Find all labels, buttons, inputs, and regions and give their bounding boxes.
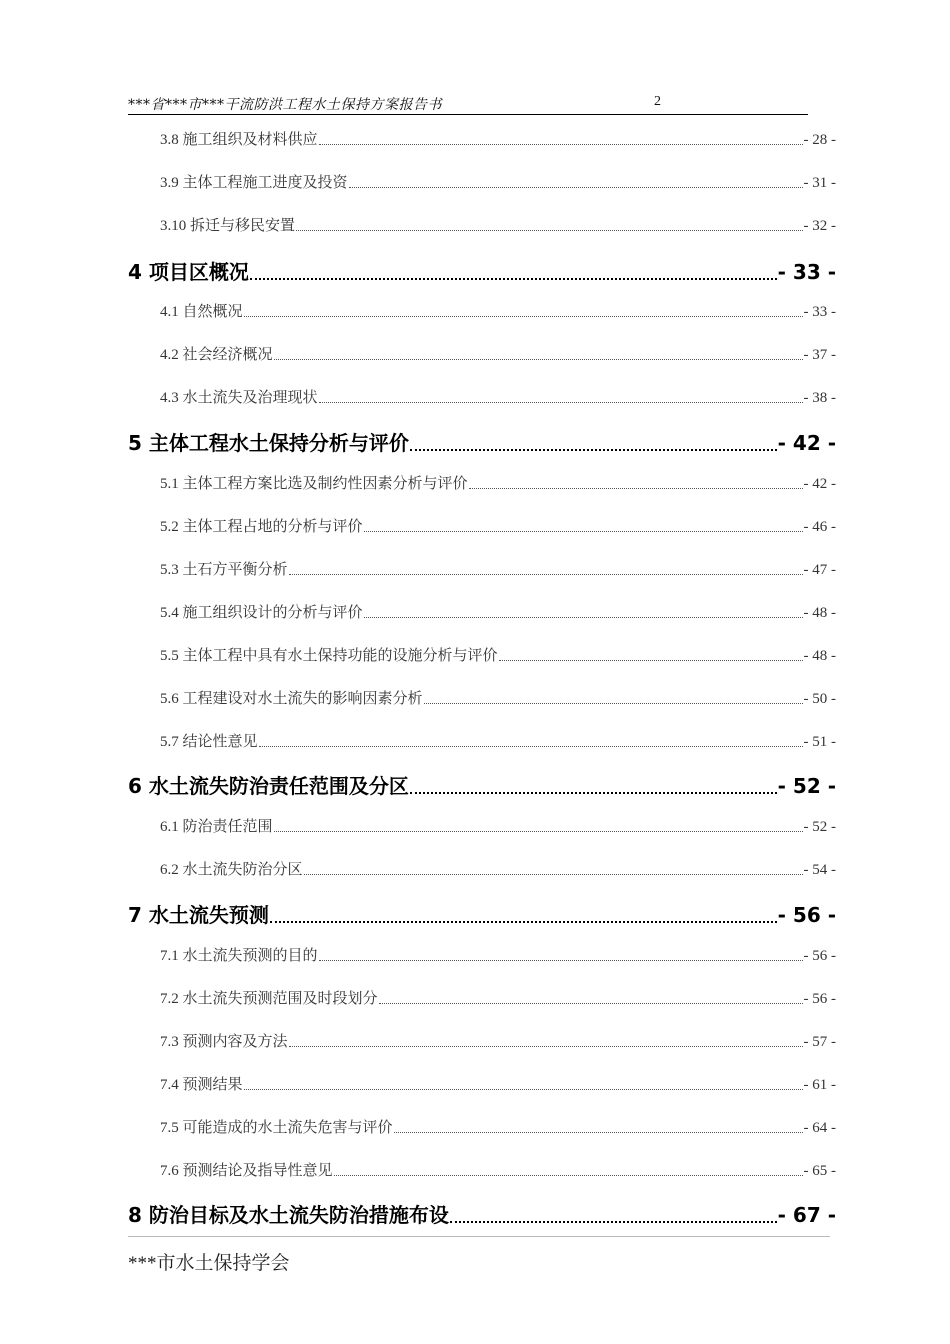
toc-entry-title: 7.3 预测内容及方法 bbox=[160, 1034, 288, 1050]
toc-entry-page: - 28 - bbox=[803, 132, 836, 148]
toc-entry-page: - 65 - bbox=[803, 1163, 836, 1179]
toc-section-entry[interactable] bbox=[160, 987, 836, 1008]
toc-leader-dots bbox=[364, 531, 803, 532]
toc-leader-dots bbox=[259, 746, 803, 747]
toc-entry-title: 7 水土流失预测 bbox=[128, 903, 269, 927]
toc-entry-title: 5.3 土石方平衡分析 bbox=[160, 562, 288, 578]
toc-entry-page: - 56 - bbox=[803, 991, 836, 1007]
toc-section-entry[interactable] bbox=[160, 300, 836, 321]
toc-entry-title: 6.2 水土流失防治分区 bbox=[160, 862, 303, 878]
toc-section-entry[interactable] bbox=[160, 214, 836, 235]
page-header bbox=[128, 92, 808, 115]
toc-entry-page: - 37 - bbox=[803, 347, 836, 363]
toc-leader-dots bbox=[289, 1046, 803, 1047]
toc-leader-dots bbox=[244, 316, 803, 317]
toc-leader-dots bbox=[424, 703, 803, 704]
toc-entry-title: 8 防治目标及水土流失防治措施布设 bbox=[128, 1203, 449, 1227]
toc-entry-title: 7.5 可能造成的水土流失危害与评价 bbox=[160, 1120, 393, 1136]
toc-chapter-entry[interactable] bbox=[128, 256, 836, 285]
toc-leader-dots bbox=[289, 574, 803, 575]
toc-entry-page: - 48 - bbox=[803, 605, 836, 621]
toc-leader-dots bbox=[410, 449, 777, 451]
toc-leader-dots bbox=[250, 278, 777, 280]
toc-entry-title: 6 水土流失防治责任范围及分区 bbox=[128, 774, 409, 798]
toc-entry-title: 5.1 主体工程方案比选及制约性因素分析与评价 bbox=[160, 476, 468, 492]
toc-section-entry[interactable] bbox=[160, 386, 836, 407]
toc-chapter-entry[interactable] bbox=[128, 770, 836, 799]
toc-section-entry[interactable] bbox=[160, 601, 836, 622]
toc-entry-title: 3.8 施工组织及材料供应 bbox=[160, 132, 318, 148]
toc-entry-title: 7.6 预测结论及指导性意见 bbox=[160, 1163, 333, 1179]
toc-leader-dots bbox=[499, 660, 803, 661]
toc-entry-page: - 38 - bbox=[803, 390, 836, 406]
toc-entry-title: 3.10 拆迁与移民安置 bbox=[160, 218, 296, 234]
toc-leader-dots bbox=[319, 144, 803, 145]
toc-entry-page: - 64 - bbox=[803, 1120, 836, 1136]
toc-entry-title: 7.4 预测结果 bbox=[160, 1077, 243, 1093]
toc-section-entry[interactable] bbox=[160, 472, 836, 493]
toc-entry-title: 5 主体工程水土保持分析与评价 bbox=[128, 431, 409, 455]
toc-leader-dots bbox=[274, 359, 803, 360]
toc-entry-page: - 56 - bbox=[803, 948, 836, 964]
toc-entry-title: 4.3 水土流失及治理现状 bbox=[160, 390, 318, 406]
toc-section-entry[interactable] bbox=[160, 515, 836, 536]
toc-entry-page: - 52 - bbox=[777, 774, 836, 798]
toc-section-entry[interactable] bbox=[160, 815, 836, 836]
footer-divider bbox=[128, 1236, 830, 1237]
footer-organization: ***市水土保持学会 bbox=[128, 1253, 290, 1274]
toc-entry-title: 5.7 结论性意见 bbox=[160, 734, 258, 750]
toc-entry-page: - 46 - bbox=[803, 519, 836, 535]
toc-leader-dots bbox=[469, 488, 803, 489]
page-number: 2 bbox=[654, 94, 661, 109]
toc-section-entry[interactable] bbox=[160, 1159, 836, 1180]
toc-entry-title: 6.1 防治责任范围 bbox=[160, 819, 273, 835]
toc-leader-dots bbox=[304, 874, 803, 875]
toc-entry-title: 4.1 自然概况 bbox=[160, 304, 243, 320]
toc-entry-title: 5.4 施工组织设计的分析与评价 bbox=[160, 605, 363, 621]
toc-entry-page: - 52 - bbox=[803, 819, 836, 835]
toc-entry-title: 5.2 主体工程占地的分析与评价 bbox=[160, 519, 363, 535]
toc-entry-title: 5.6 工程建设对水土流失的影响因素分析 bbox=[160, 691, 423, 707]
toc-chapter-entry[interactable] bbox=[128, 427, 836, 456]
toc-entry-page: - 51 - bbox=[803, 734, 836, 750]
toc-leader-dots bbox=[379, 1003, 803, 1004]
toc-section-entry[interactable] bbox=[160, 1030, 836, 1051]
toc-section-entry[interactable] bbox=[160, 128, 836, 149]
toc-entry-page: - 48 - bbox=[803, 648, 836, 664]
toc-entry-page: - 33 - bbox=[803, 304, 836, 320]
toc-leader-dots bbox=[450, 1221, 777, 1223]
toc-entry-page: - 54 - bbox=[803, 862, 836, 878]
toc-leader-dots bbox=[270, 921, 777, 923]
toc-section-entry[interactable] bbox=[160, 730, 836, 751]
toc-section-entry[interactable] bbox=[160, 944, 836, 965]
toc-entry-page: - 42 - bbox=[803, 476, 836, 492]
toc-leader-dots bbox=[334, 1175, 803, 1176]
toc-chapter-entry[interactable] bbox=[128, 1199, 836, 1228]
toc-leader-dots bbox=[364, 617, 803, 618]
toc-section-entry[interactable] bbox=[160, 1116, 836, 1137]
toc-entry-title: 5.5 主体工程中具有水土保持功能的设施分析与评价 bbox=[160, 648, 498, 664]
toc-leader-dots bbox=[394, 1132, 803, 1133]
toc-entry-page: - 57 - bbox=[803, 1034, 836, 1050]
toc-entry-page: - 47 - bbox=[803, 562, 836, 578]
toc-leader-dots bbox=[244, 1089, 803, 1090]
toc-entry-page: - 32 - bbox=[803, 218, 836, 234]
toc-section-entry[interactable] bbox=[160, 858, 836, 879]
toc-leader-dots bbox=[319, 960, 803, 961]
toc-entry-page: - 67 - bbox=[777, 1203, 836, 1227]
document-title: ***省***市***干流防洪工程水土保持方案报告书 bbox=[128, 97, 442, 113]
toc-entry-title: 7.2 水土流失预测范围及时段划分 bbox=[160, 991, 378, 1007]
toc-section-entry[interactable] bbox=[160, 644, 836, 665]
toc-leader-dots bbox=[349, 187, 803, 188]
toc-leader-dots bbox=[296, 230, 802, 231]
toc-entry-title: 4 项目区概况 bbox=[128, 260, 249, 284]
toc-entry-page: - 56 - bbox=[777, 903, 836, 927]
toc-leader-dots bbox=[410, 792, 777, 794]
toc-leader-dots bbox=[274, 831, 803, 832]
toc-entry-title: 7.1 水土流失预测的目的 bbox=[160, 948, 318, 964]
toc-entry-title: 3.9 主体工程施工进度及投资 bbox=[160, 175, 348, 191]
toc-section-entry[interactable] bbox=[160, 171, 836, 192]
toc-entry-page: - 42 - bbox=[777, 431, 836, 455]
toc-entry-page: - 50 - bbox=[803, 691, 836, 707]
toc-entry-page: - 61 - bbox=[803, 1077, 836, 1093]
toc-section-entry[interactable] bbox=[160, 558, 836, 579]
toc-section-entry[interactable] bbox=[160, 1073, 836, 1094]
toc-section-entry[interactable] bbox=[160, 343, 836, 364]
toc-chapter-entry[interactable] bbox=[128, 899, 836, 928]
toc-entry-title: 4.2 社会经济概况 bbox=[160, 347, 273, 363]
toc-entry-page: - 31 - bbox=[803, 175, 836, 191]
toc-section-entry[interactable] bbox=[160, 687, 836, 708]
toc-leader-dots bbox=[319, 402, 803, 403]
toc-entry-page: - 33 - bbox=[777, 260, 836, 284]
